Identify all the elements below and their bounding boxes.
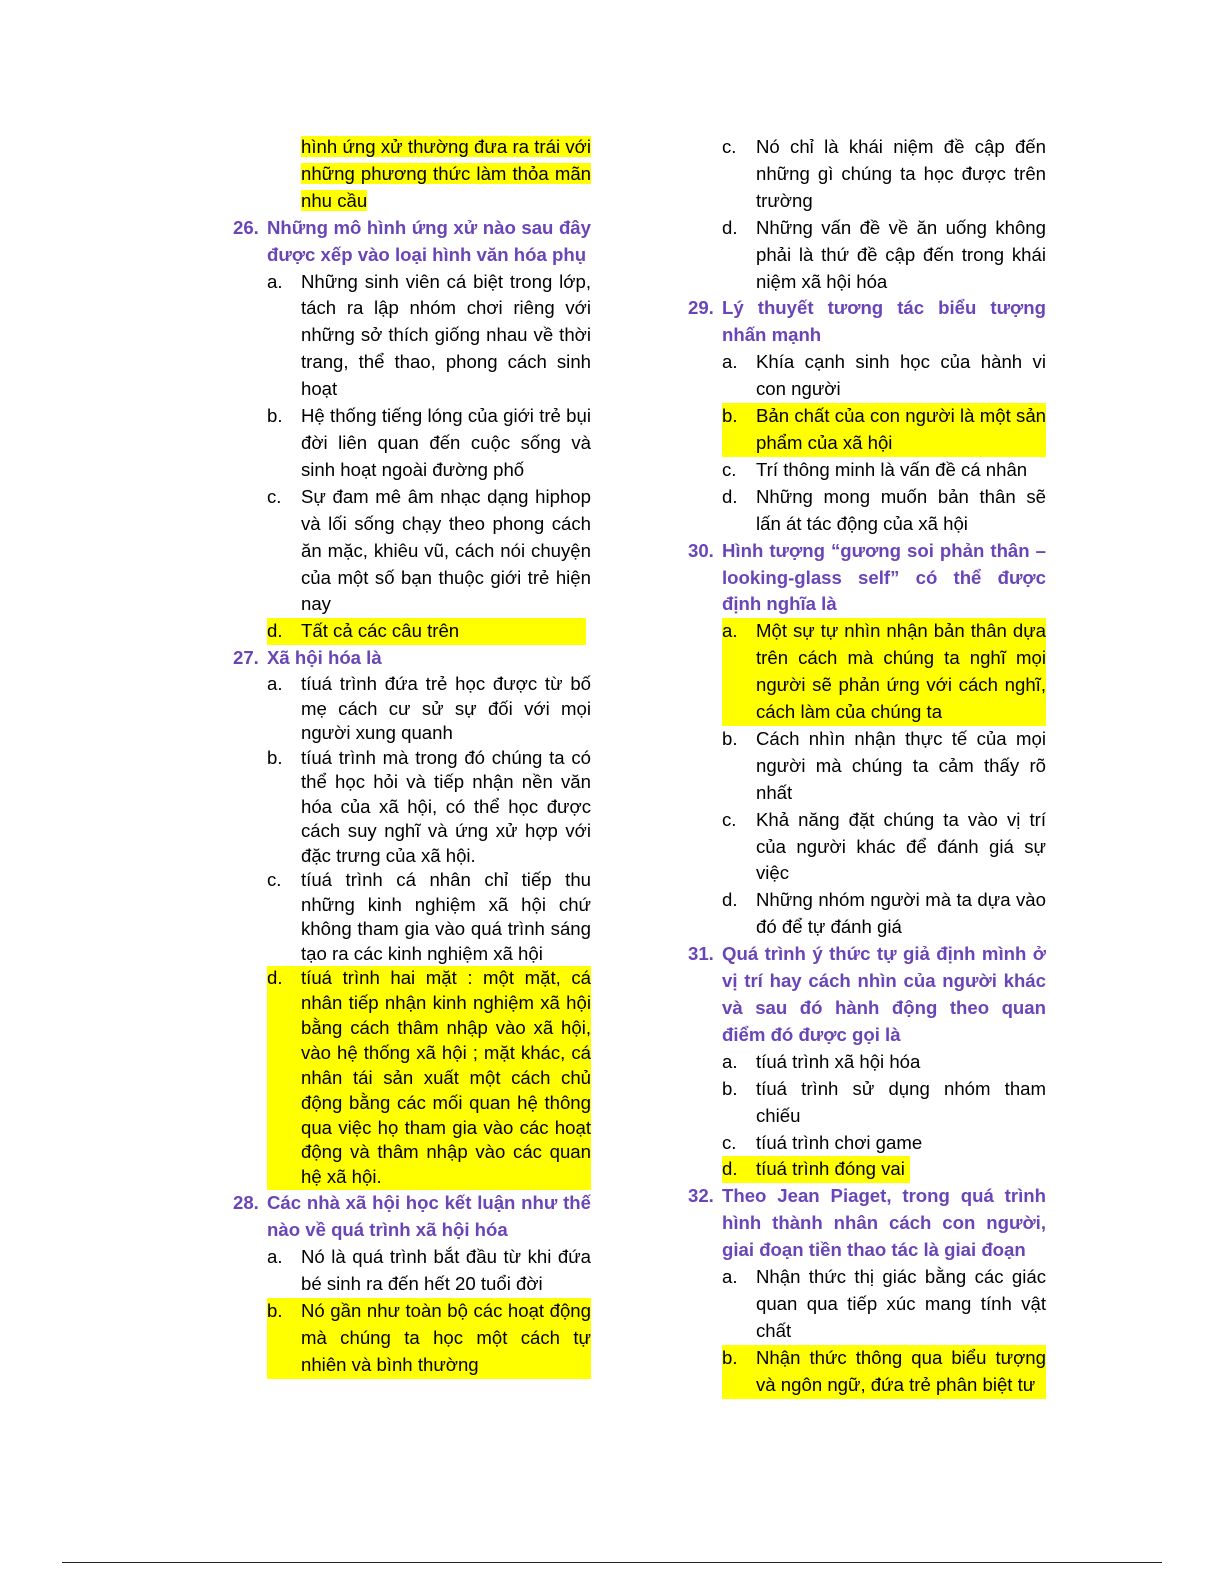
- question-29: 29. Lý thuyết tương tác biểu tượng nhấn mạnh: [688, 297, 1046, 346]
- option-27b: b. tíuá trình mà trong đó chúng ta có thể học hỏi và tiếp nhận nền văn hóa của xã hội, có thể học được cách suy nghĩ và ứng xử hợp với đặc trưng của xã hội.: [267, 746, 591, 866]
- option-27a: a. tíuá trình đứa trẻ học được từ bố mẹ cách cư sử sự đối với mọi người xung quanh: [267, 673, 591, 744]
- option-31d-answer: d. tíuá trình đóng vai: [722, 1156, 910, 1183]
- option-29c: c. Trí thông minh là vấn đề cá nhân: [722, 458, 1028, 480]
- option-29a: a. Khía cạnh sinh học của hành vi con người: [722, 351, 1046, 400]
- option-27d-answer: d. tíuá trình hai mặt : một mặt, cá nhân tiếp nhận kinh nghiệm xã hội bằng cách thâm nhập vào xã hội, vào hệ thống xã hội ; mặt khác, cá nhân tái sản xuất một cách chủ động bằng các mối quan hệ thông qua việc họ tham gia vào các hoạt động và thâm nhập vào các quan hệ xã hội.: [267, 966, 591, 1190]
- question-27: 27. Xã hội hóa là: [233, 647, 382, 669]
- option-31b: b. tíuá trình sử dụng nhóm tham chiếu: [722, 1077, 1046, 1126]
- option-28b-answer: b. Nó gần như toàn bộ các hoạt động mà chúng ta học một cách tự nhiên và bình thường: [267, 1298, 591, 1379]
- right-column: [688, 134, 1046, 1399]
- question-31: 31. Quá trình ý thức tự giả định mình ở vị trí hay cách nhìn của người khác và sau đó hành động theo quan điểm đó được gọi là: [688, 943, 1046, 1045]
- left-column: [233, 134, 591, 1379]
- question-26: 26. Những mô hình ứng xử nào sau đây được xếp vào loại hình văn hóa phụ: [233, 216, 591, 265]
- option-30d: d. Những nhóm người mà ta dựa vào đó để tự đánh giá: [722, 889, 1046, 938]
- option-28d: d. Những vấn đề về ăn uống không phải là thứ đề cập đến trong khái niệm xã hội hóa: [722, 216, 1046, 292]
- option-26d-answer: d. Tất cả các câu trên: [267, 618, 586, 645]
- option-30a-answer: a. Một sự tự nhìn nhận bản thân dựa trên cách mà chúng ta nghĩ mọi người sẽ phản ứng với cách nghĩ, cách làm của chúng ta: [722, 618, 1046, 726]
- option-26b: b. Hệ thống tiếng lóng của giới trẻ bụi đời liên quan đến cuộc sống và sinh hoạt ngoài đường phố: [267, 405, 591, 480]
- option-30b: b. Cách nhìn nhận thực tế của mọi người mà chúng ta cảm thấy rõ nhất: [722, 727, 1046, 803]
- option-29b-answer: b. Bản chất của con người là một sản phẩm của xã hội: [722, 403, 1046, 457]
- option-31c: c. tíuá trình chơi game: [722, 1131, 923, 1153]
- option-31a: a. tíuá trình xã hội hóa: [722, 1050, 921, 1072]
- option-29d: d. Những mong muốn bản thân sẽ lấn át tác động của xã hội: [722, 485, 1046, 534]
- question-30: 30. Hình tượng “gương soi phản thân – looking-glass self” có thể được định nghĩa là: [688, 539, 1046, 615]
- option-32a: a. Nhận thức thị giác bằng các giác quan qua tiếp xúc mang tính vật chất: [722, 1266, 1046, 1341]
- page-bottom-rule: [62, 1562, 1162, 1563]
- question-32: 32. Theo Jean Piaget, trong quá trình hình thành nhân cách con người, giai đoạn tiền thao tác là giai đoạn: [688, 1185, 1046, 1261]
- option-30c: c. Khả năng đặt chúng ta vào vị trí của người khác để đánh giá sự việc: [722, 808, 1046, 884]
- option-28c: c. Nó chỉ là khái niệm đề cập đến những gì chúng ta học được trên trường: [722, 136, 1046, 211]
- option-26c: c. Sự đam mê âm nhạc dạng hiphop và lối sống chạy theo phong cách ăn mặc, khiêu vũ, cách nói chuyện của một số bạn thuộc giới trẻ hiện nay: [267, 485, 591, 615]
- question-28: 28. Các nhà xã hội học kết luận như thế nào về quá trình xã hội hóa: [233, 1192, 591, 1241]
- option-26a: a. Những sinh viên cá biệt trong lớp, tách ra lập nhóm chơi riêng với những sở thích giống nhau về thời trang, thể thao, phong cách sinh hoạt: [267, 270, 591, 400]
- option-32b-answer: b. Nhận thức thông qua biểu tượng và ngôn ngữ, đứa trẻ phân biệt tư: [722, 1345, 1046, 1399]
- option-28a: a. Nó là quá trình bắt đầu từ khi đứa bé sinh ra đến hết 20 tuổi đời: [267, 1246, 591, 1294]
- continuation-text: hình ứng xử thường đưa ra trái với những phương thức làm thỏa mãn nhu cầu: [301, 136, 591, 211]
- option-27c: c. tíuá trình cá nhân chỉ tiếp thu những kinh nghiệm xã hội chứ không tham gia vào quá trình sáng tạo ra các kinh nghiệm xã hội: [267, 869, 591, 964]
